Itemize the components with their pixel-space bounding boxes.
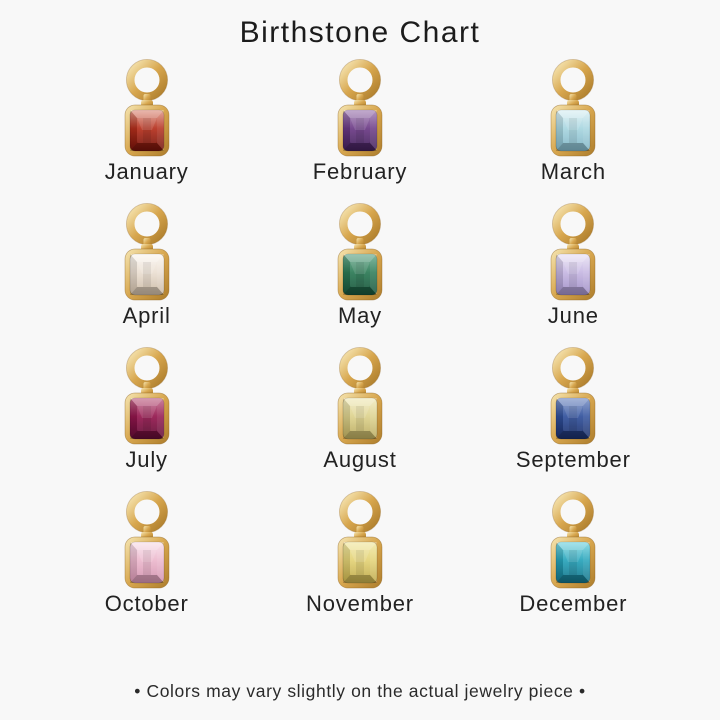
bail-ring xyxy=(130,496,163,529)
birthstone-june xyxy=(538,202,608,346)
birthstone-december xyxy=(519,490,627,634)
month-label-june: June xyxy=(547,303,599,328)
month-label-may: May xyxy=(338,303,382,328)
charm-icon-may xyxy=(325,202,395,302)
bail-ring xyxy=(343,208,376,241)
footnote: • Colors may vary slightly on the actual jewelry piece • xyxy=(134,681,586,701)
charm-icon-april xyxy=(112,202,182,302)
bail-ring xyxy=(557,352,590,385)
month-label-september: September xyxy=(515,447,631,472)
charm-svg xyxy=(112,202,182,302)
bail-ring xyxy=(130,352,163,385)
bail-ring xyxy=(557,496,590,529)
charm-grid xyxy=(40,58,680,634)
charm-icon-september xyxy=(538,346,608,446)
month-label-february: February xyxy=(312,159,408,184)
charm-icon-december xyxy=(538,490,608,590)
charm-svg xyxy=(538,58,608,158)
bail-ring xyxy=(557,208,590,241)
bail-ring xyxy=(130,208,163,241)
month-label-october: October xyxy=(104,591,189,616)
bail-ring xyxy=(343,352,376,385)
month-label-march: March xyxy=(540,159,606,184)
birthstone-may xyxy=(325,202,395,346)
charm-svg xyxy=(112,58,182,158)
charm-svg xyxy=(538,346,608,446)
birthstone-august xyxy=(323,346,396,490)
birthstone-january xyxy=(105,58,189,202)
month-label-january: January xyxy=(104,159,189,184)
birthstone-february xyxy=(313,58,407,202)
charm-icon-february xyxy=(325,58,395,158)
charm-svg xyxy=(538,202,608,302)
birthstone-april xyxy=(112,202,182,346)
charm-icon-october xyxy=(112,490,182,590)
charm-icon-march xyxy=(538,58,608,158)
birthstone-november xyxy=(306,490,414,634)
charm-icon-july xyxy=(112,346,182,446)
charm-svg xyxy=(325,202,395,302)
charm-icon-june xyxy=(538,202,608,302)
bail-ring xyxy=(343,496,376,529)
birthstone-october xyxy=(105,490,189,634)
month-label-november: November xyxy=(306,591,414,616)
charm-svg xyxy=(538,490,608,590)
bail-ring xyxy=(130,64,163,97)
month-label-july: July xyxy=(125,447,168,472)
bail-ring xyxy=(557,64,590,97)
month-label-april: April xyxy=(122,303,171,328)
charm-svg xyxy=(325,490,395,590)
charm-svg xyxy=(112,346,182,446)
bail-ring xyxy=(343,64,376,97)
charm-svg xyxy=(112,490,182,590)
charm-svg xyxy=(325,58,395,158)
month-label-august: August xyxy=(323,447,397,472)
birthstone-july xyxy=(112,346,182,490)
charm-icon-january xyxy=(112,58,182,158)
page-title: Birthstone Chart xyxy=(239,16,481,49)
birthstone-march xyxy=(538,58,608,202)
charm-icon-november xyxy=(325,490,395,590)
month-label-december: December xyxy=(519,591,628,616)
birthstone-september xyxy=(516,346,631,490)
charm-svg xyxy=(325,346,395,446)
charm-icon-august xyxy=(325,346,395,446)
